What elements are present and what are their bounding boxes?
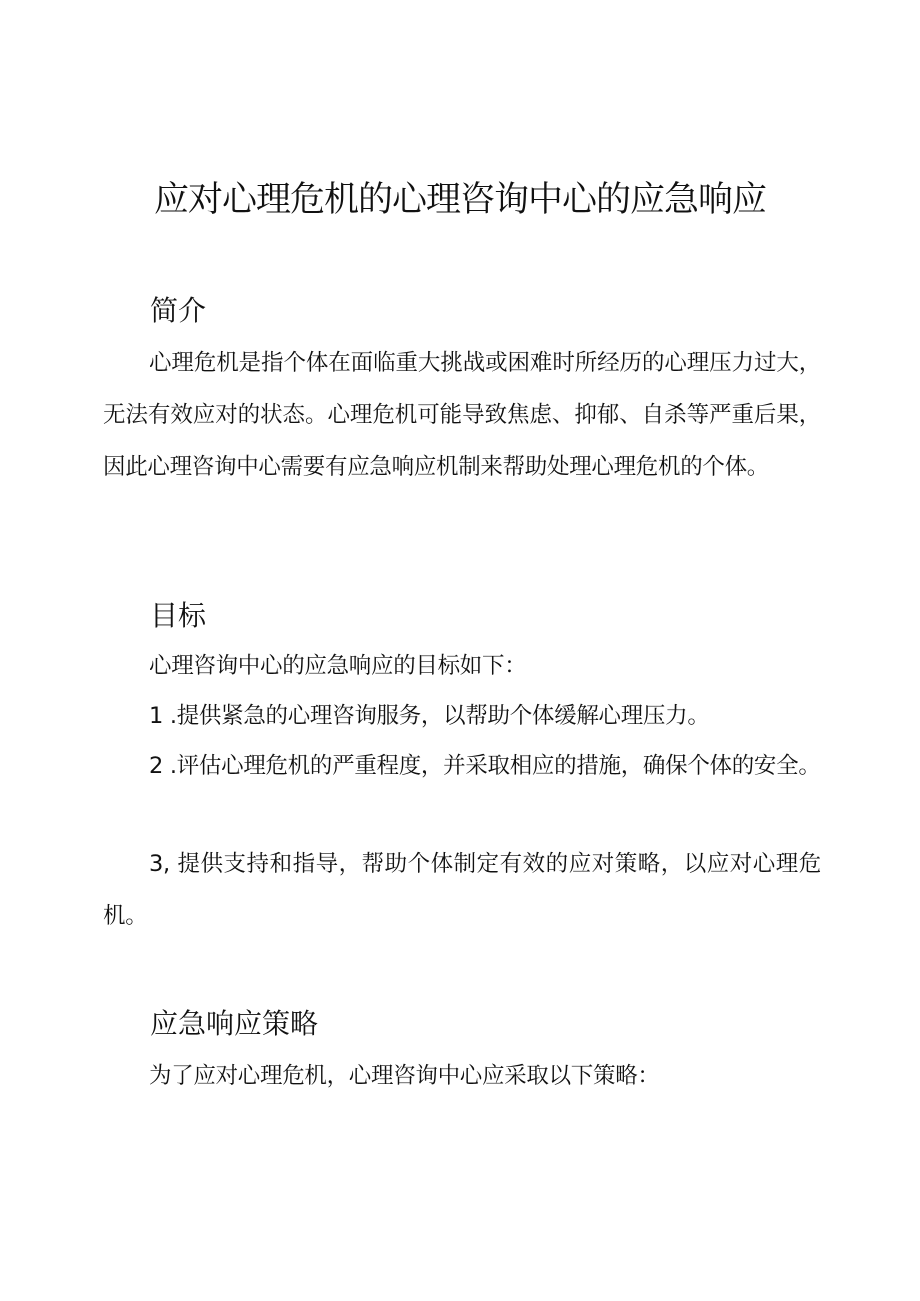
goal-item-3: 3, 提供支持和指导，帮助个体制定有效的应对策略，以应对心理危机。 [103, 851, 821, 929]
goal-item-2: 2 .评估心理危机的严重程度，并采取相应的措施，确保个体的安全。 [149, 753, 821, 779]
goals-heading: 目标 [150, 599, 207, 632]
document-title: 应对心理危机的心理咨询中心的应急响应 [153, 180, 766, 220]
intro-paragraph: 心理危机是指个体在面临重大挑战或困难时所经历的心理压力过大，无法有效应对的状态。心理危机可能导致焦虑、抑郁、自杀等严重后果，因此心理咨询中心需要有应急响应机制来帮助处理心理危机的个体。 [103, 350, 821, 480]
intro-heading: 简介 [150, 294, 207, 327]
strategy-heading: 应急响应策略 [150, 1007, 319, 1040]
strategy-lead: 为了应对心理危机，心理咨询中心应采取以下策略： [149, 1063, 660, 1089]
goals-lead: 心理咨询中心的应急响应的目标如下： [149, 653, 527, 679]
goal-item-1: 1 .提供紧急的心理咨询服务，以帮助个体缓解心理压力。 [149, 703, 710, 729]
